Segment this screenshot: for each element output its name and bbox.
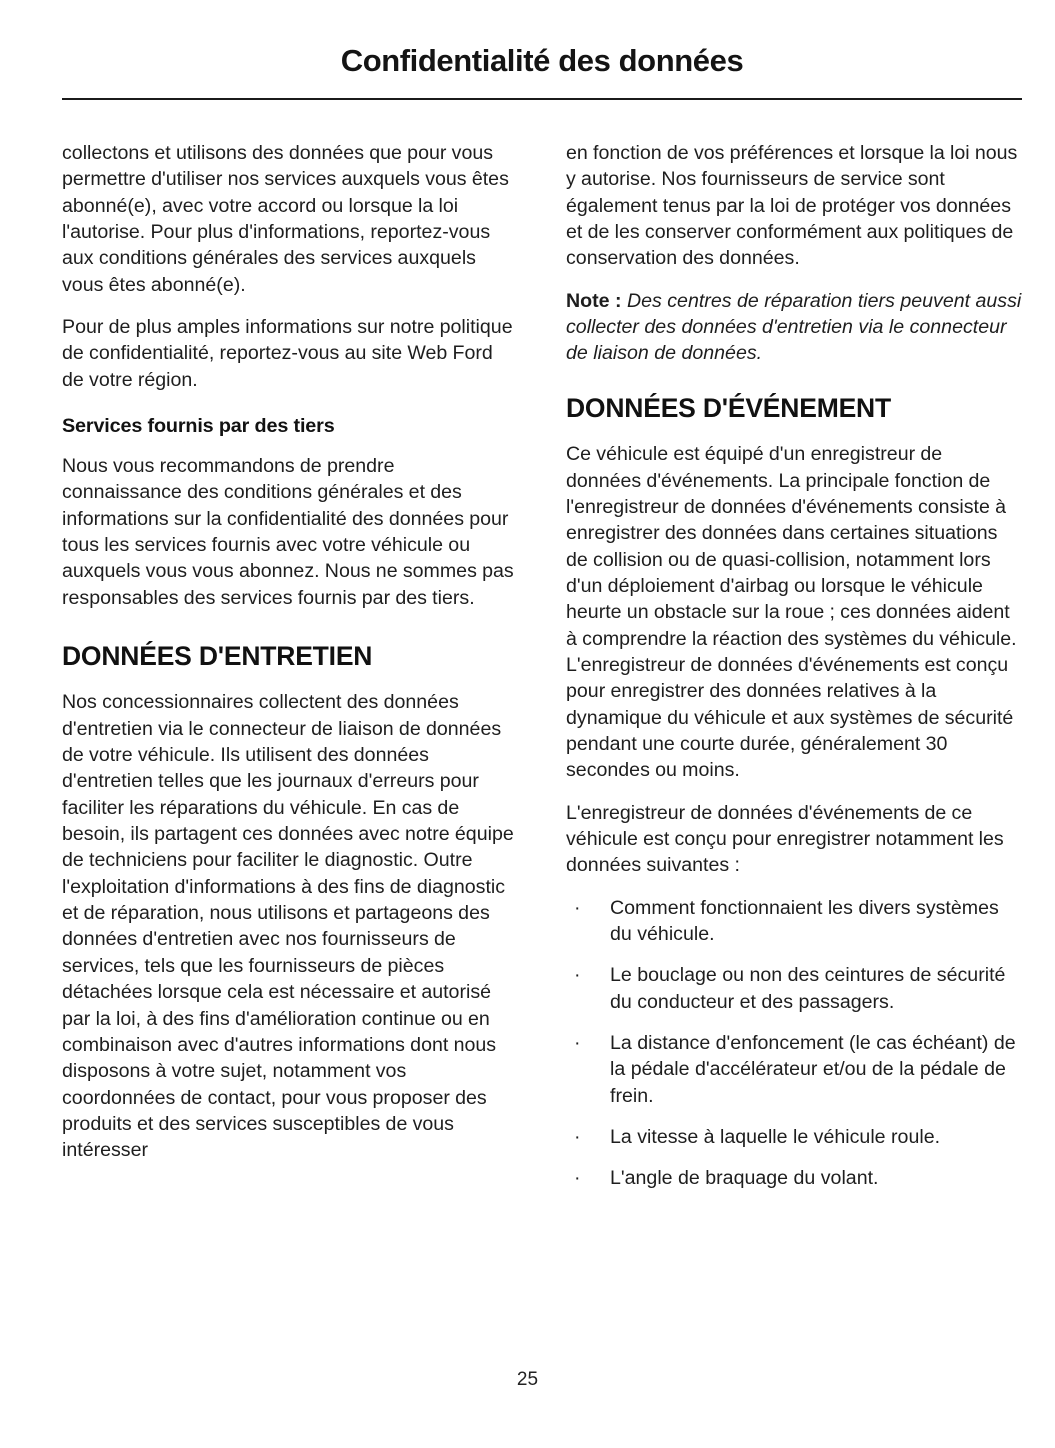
note-label: Note : [566,289,622,312]
paragraph-data-collection-continued: collectons et utilisons des données que pour vous permettre d'utiliser nos services auxquels vous êtes abonné(e), avec votre accord ou lorsque la loi l'autorise. Pour plus d'informations, reportez-vous aux conditions générales des services auxquels vous êtes abonné(e). [62,142,509,296]
recorded-data-list [566,895,1022,1192]
paragraph-event-recorder-description: Ce véhicule est équipé d'un enregistreur de données d'événements. La principale fonction de l'enregistreur de données d'événements consiste à enregistrer des données dans certaines situations de collision ou de quasi-collision, notamment lors d'un déploiement d'airbag ou lorsque le véhicule heurte un obstacle sur la roue ; ces données aident à comprendre la réaction des systèmes du véhicule. L'enregistreur de données d'événements est conçu pour enregistrer des données relatives à la dynamique du véhicule et aux systèmes de sécurité pendant une courte durée, généralement 30 secondes ou moins. [566,443,1017,782]
note-block [566,288,1022,367]
page-footer [0,1370,1055,1390]
list-item [566,895,1022,948]
list-item [566,1165,1022,1191]
paragraph-privacy-policy-reference: Pour de plus amples informations sur notre politique de confidentialité, reportez-vous au site Web Ford de votre région. [62,316,513,391]
bullet-icon: · [574,1032,581,1055]
heading-event-data: DONNÉES D'ÉVÉNEMENT [566,392,891,423]
note-text: Des centres de réparation tiers peuvent aussi collecter des données d'entretien via le connecteur de liaison de données. [566,289,1022,365]
list-item [566,1030,1022,1109]
right-column [566,140,1022,1192]
header-divider [62,98,1022,100]
paragraph-recorded-data-intro: L'enregistreur de données d'événements de ce véhicule est conçu pour enregistrer notamment les données suivantes : [566,801,1004,877]
list-item [566,962,1022,1015]
left-column [62,140,518,1164]
paragraph-third-party-services: Nous vous recommandons de prendre connaissance des conditions générales et des informations sur la confidentialité des données pour tous les services fournis avec votre véhicule ou auxquels vous vous abonnez. Nous ne sommes pas responsables des services fournis par des tiers. [62,454,514,609]
bullet-icon: · [574,896,581,919]
list-item-label: Le bouclage ou non des ceintures de sécurité du conducteur et des passagers. [610,964,1006,1013]
paragraph-maintenance-data: Nos concessionnaires collectent des données d'entretien via le connecteur de liaison de données de votre véhicule. Ils utilisent des données d'entretien telles que les journaux d'erreurs pour faciliter les réparations du véhicule. En cas de besoin, ils partagent ces données avec notre équipe de techniciens pour faciliter le diagnostic. Outre l'exploitation d'informations à des fins de diagnostic et de réparation, nous utilisons et partageons des données d'entretien avec nos fournisseurs de services, tels que les fournisseurs de pièces détachées lorsque cela est nécessaire et autorisé par la loi, à des fins d'amélioration continue ou en combinaison avec d'autres informations dont nous disposons à votre sujet, notamment vos coordonnées de contact, pour vous proposer des produits et des services susceptibles de vous intéresser [62,691,514,1162]
list-item-label: L'angle de braquage du volant. [610,1167,879,1190]
two-column-body [62,140,1022,1192]
paragraph-preferences-continued: en fonction de vos préférences et lorsque la loi nous y autorise. Nos fournisseurs de service sont également tenus par la loi de protéger vos données et de les conserver conformément aux politiques de conservation des données. [566,142,1018,270]
bullet-icon: · [574,1167,581,1190]
subheading-third-party-services: Services fournis par des tiers [62,415,335,438]
list-item-label: La distance d'enfoncement (le cas échéant) de la pédale d'accélérateur et/ou de la pédale de frein. [610,1032,1016,1107]
page-title: Confidentialité des données [340,43,744,78]
page-header [62,44,1022,79]
list-item [566,1124,1022,1150]
list-item-label: La vitesse à laquelle le véhicule roule. [610,1126,941,1149]
page-number: 25 [516,1369,539,1390]
list-item-label: Comment fonctionnaient les divers systèmes du véhicule. [610,896,999,946]
bullet-icon: · [574,964,581,987]
bullet-icon: · [574,1126,581,1149]
heading-maintenance-data: DONNÉES D'ENTRETIEN [62,640,373,671]
